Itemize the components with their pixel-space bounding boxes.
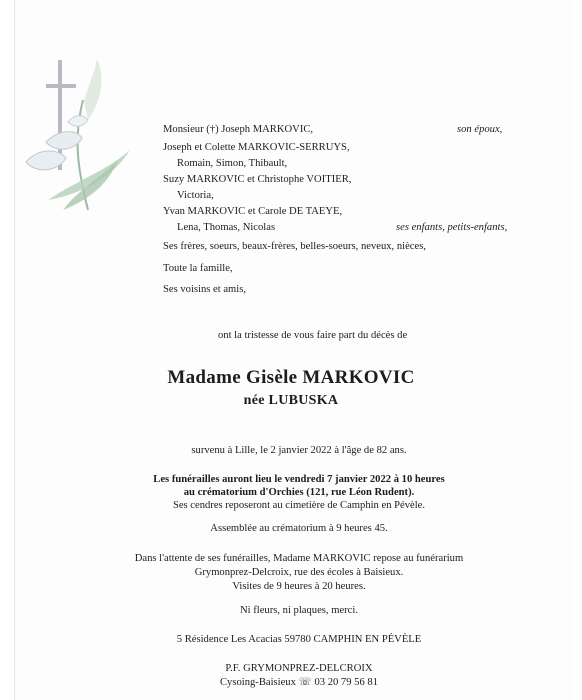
family-line: Toute la famille, — [163, 263, 233, 274]
family-line: Lena, Thomas, Nicolas — [177, 222, 276, 233]
family-line: Ses voisins et amis, — [163, 284, 246, 295]
funeral-info: Les funérailles auront lieu le vendredi 7 janvier 2022 à 10 heures — [153, 474, 445, 485]
deceased-name: Madame Gisèle MARKOVIC — [167, 367, 415, 388]
family-role: ses enfants, petits-enfants, — [396, 222, 508, 233]
funeral-home-name: P.F. GRYMONPREZ-DELCROIX — [225, 663, 373, 674]
family-line: Monsieur (†) Joseph MARKOVIC, — [163, 124, 314, 135]
family-line: Victoria, — [177, 190, 214, 201]
family-line: Joseph et Colette MARKOVIC-SERRUYS, — [163, 142, 350, 153]
family-address: 5 Résidence Les Acacias 59780 CAMPHIN EN PÉVÈLE — [176, 634, 422, 645]
repose-location: Grymonprez-Delcroix, rue des écoles à Baisieux. — [194, 567, 404, 578]
flowers-note: Ni fleurs, ni plaques, merci. — [240, 605, 358, 616]
visit-hours: Visites de 9 heures à 20 heures. — [232, 581, 366, 592]
lily-flower — [46, 132, 82, 150]
announcement-text: ont la tristesse de vous faire part du décès de — [218, 330, 408, 341]
repose-info: Dans l'attente de ses funérailles, Madame MARKOVIC repose au funérarium — [134, 553, 464, 564]
family-role: son époux, — [457, 124, 503, 135]
funeral-location: au crématorium d'Orchies (121, rue Léon Rudent). — [183, 487, 415, 498]
family-line: Yvan MARKOVIC et Carole DE TAEYE, — [163, 206, 343, 217]
ashes-info: Ses cendres reposeront au cimetière de Camphin en Pévèle. — [172, 500, 426, 511]
family-line: Romain, Simon, Thibault, — [177, 158, 288, 169]
deceased-maiden-name: née LUBUSKA — [243, 393, 339, 408]
grass-blade — [84, 60, 102, 120]
death-info: survenu à Lille, le 2 janvier 2022 à l'âge de 82 ans. — [191, 445, 407, 456]
lily-bud — [68, 116, 88, 127]
family-line: Suzy MARKOVIC et Christophe VOITIER, — [163, 174, 352, 185]
assembly-info: Assemblée au crématorium à 9 heures 45. — [210, 523, 388, 534]
funeral-home-phone: Cysoing-Baisieux ☏ 03 20 79 56 81 — [219, 677, 379, 688]
lily-cross-illustration — [18, 60, 138, 220]
cross-horizontal — [46, 84, 76, 88]
family-line: Ses frères, soeurs, beaux-frères, belles-soeurs, neveux, nièces, — [163, 241, 426, 252]
